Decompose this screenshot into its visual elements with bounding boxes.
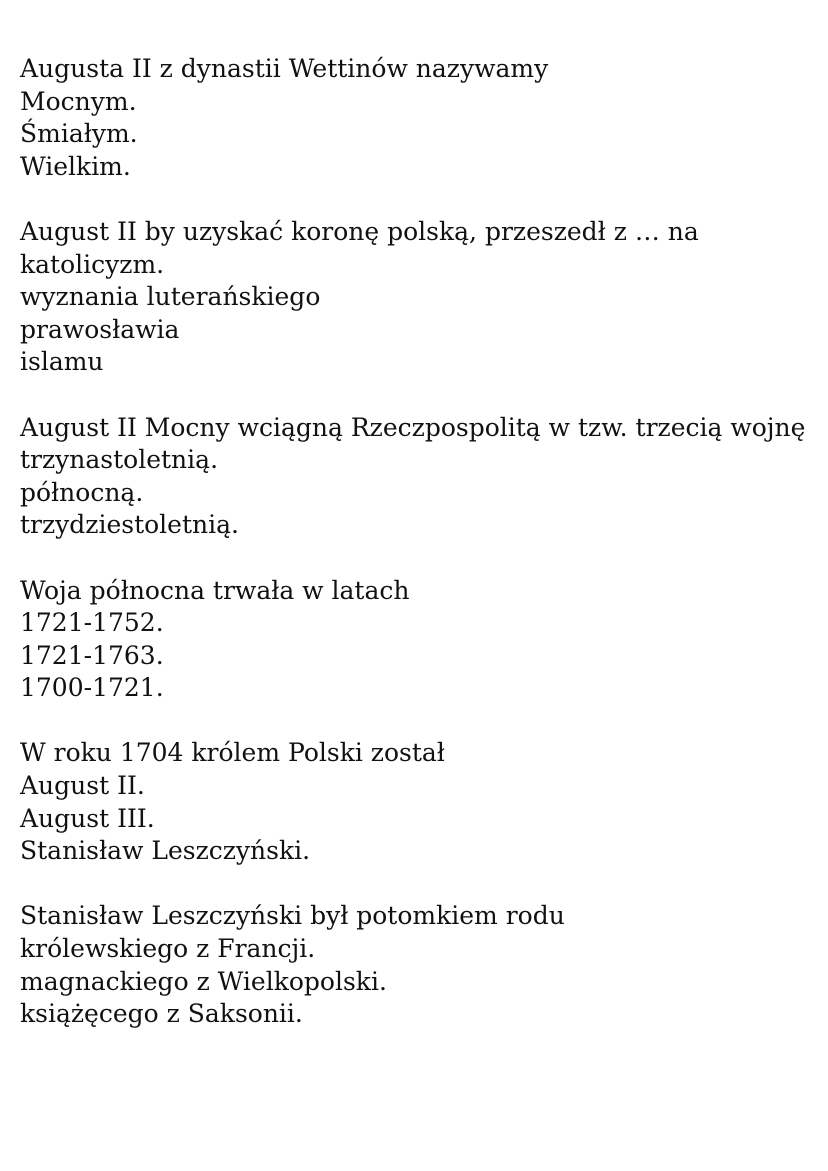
question-5 <box>20 737 810 867</box>
answer-options <box>20 933 810 1031</box>
question-text: Augusta II z dynastii Wettinów nazywamy <box>20 54 549 83</box>
answer-option: Wielkim. <box>20 151 131 181</box>
answer-option: magnackiego z Wielkopolski. <box>20 966 387 996</box>
answer-option: August III. <box>20 803 155 833</box>
answer-option: północną. <box>20 477 144 507</box>
question-1 <box>20 53 810 183</box>
question-text: August II by uzyskać koronę polską, przeszedł z … na katolicyzm. <box>20 216 699 279</box>
answer-option: August II. <box>20 771 145 801</box>
question-4 <box>20 575 810 705</box>
answer-option: trzynastoletnią. <box>20 445 219 475</box>
answer-options <box>20 86 810 184</box>
answer-options <box>20 281 810 379</box>
answer-option: Stanisław Leszczyński. <box>20 836 311 866</box>
answer-option: 1721-1763. <box>20 640 164 670</box>
answer-option: Śmiałym. <box>20 119 138 149</box>
answer-options <box>20 607 810 705</box>
question-text: August II Mocny wciągną Rzeczpospolitą w tzw. trzecią wojnę <box>20 412 806 442</box>
quiz-document <box>20 53 810 1063</box>
answer-option: 1700-1721. <box>20 673 164 703</box>
answer-option: islamu <box>20 347 104 377</box>
answer-option: Mocnym. <box>20 86 137 116</box>
answer-option: 1721-1752. <box>20 608 164 638</box>
answer-option: królewskiego z Francji. <box>20 934 316 964</box>
question-text: Woja północna trwała w latach <box>20 575 410 605</box>
question-3 <box>20 412 810 542</box>
answer-option: prawosławia <box>20 314 180 344</box>
answer-options <box>20 444 810 542</box>
question-text: Stanisław Leszczyński był potomkiem rodu <box>20 901 565 931</box>
question-text: W roku 1704 królem Polski został <box>20 738 445 768</box>
answer-option: wyznania luterańskiego <box>20 282 321 312</box>
answer-option: książęcego z Saksonii. <box>20 999 303 1029</box>
answer-option: trzydziestoletnią. <box>20 510 239 540</box>
question-2 <box>20 216 810 379</box>
question-6 <box>20 900 810 1030</box>
answer-options <box>20 770 810 868</box>
